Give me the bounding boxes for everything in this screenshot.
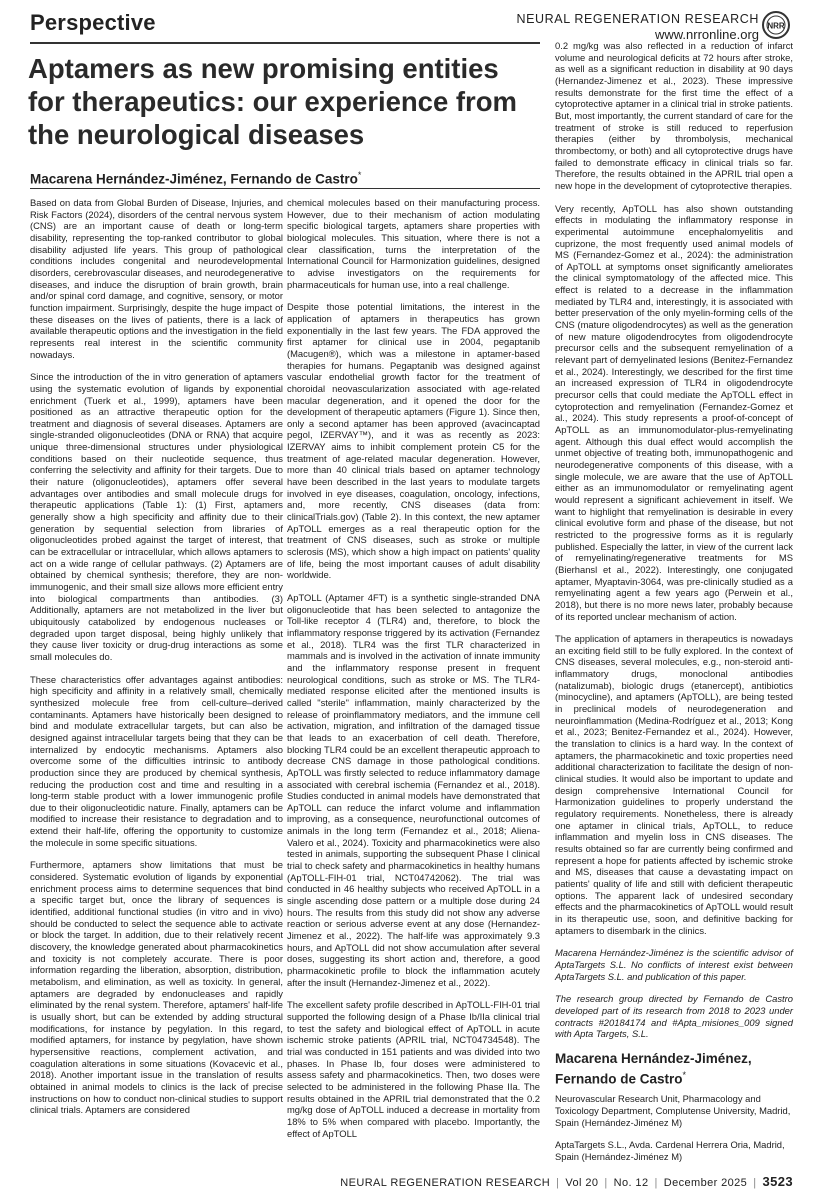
journal-name: NEURAL REGENERATION RESEARCH — [516, 12, 759, 26]
journal-url[interactable]: www.nrronline.org — [654, 27, 759, 42]
footer-separator: | — [654, 1177, 658, 1189]
col1-paragraph: These characteristics offer advantages against antibodies: high specificity and affinity in a relatively small, chemically synthesized molecule free from cell-culture–derived contaminants. Aptamers have historically been designed to bind and modulate extracellular targets, but can also be designed against intracellular targets being that they can be internalized by endocytic mechanisms. Aptamers also overcome some of the difficulties intrinsic to antibody production since they are produced by chemical synthesis, reducing the production cost and time and resulting in a long-term stable product with a lower immunogenic profile due to their oligonucleotidic nature. Finally, aptamers can be modified to increase their resistance to degradation and to extend their half-life, offering the opportunity to customize the molecule in some specific situations. — [30, 673, 283, 848]
affiliation-author-names: Macarena Hernández-Jiménez, Fernando de Castro — [555, 1050, 752, 1087]
affiliation-authors — [555, 1051, 793, 1088]
footer-separator: | — [604, 1177, 608, 1189]
col1-paragraph: Since the introduction of the in vitro generation of aptamers using the systematic evolution of ligands by exponential enrichment (Tuerk et al., 1999), aptamers have been positioned as an attractive therapeutic option for the treatment and diagnosis of several diseases. Aptamers are single-stranded oligonucleotides (DNA or RNA) that acquire unique three-dimensional structures under physiological conditions based on their nucleotide sequence, thus conferring the selectivity and affinity for their targets. Due to their nature (oligonucleotides), aptamers offer several advantages over antibodies and small molecule drugs for therapeutic applications (Table 1): (1) First, aptamers generally show a high specificity and affinity due to their generation by sequential selection from libraries of oligonucleotides probed against the target of interest, that can be extracellular or intracellular, which allows aptamers to act on a wide range of cellular pathways. (2) Aptamers are obtained by chemical synthesis; therefore, they are non-immunogenic, and their small size allows more efficient entry into biological compartments than antibodies. (3) Additionally, aptamers are not metabolized in the liver but ubiquitously catabolized by endogenous nucleases or degraded upon target disposal, being highly unlikely that they cause liver toxicity or drug-drug interactions as some small molecules do. — [30, 371, 283, 662]
col2-paragraph: The excellent safety profile described in ApTOLL-FIH-01 trial supported the following design of a Phase Ib/IIa clinical trial to test the safety and biological effect of ApTOLL in acute ischemic stroke patients (APRIL trial, NCT04734548). The trial was conducted in 151 patients and was divided into two phases. In Phase Ib, four doses were administered to assess safety and pharmacokinetics. Then, two doses were selected to be administered in the following Phase IIa. The results obtained in the APRIL trial demonstrated that the 0.2 mg/kg dose of ApTOLL induced a decrease in mortality from 18% to 5% when compared with placebo. Importantly, the effect of ApTOLL — [287, 999, 540, 1139]
logo-text: NRR — [767, 21, 785, 31]
author-rule — [30, 188, 540, 189]
column-1 — [30, 197, 283, 1127]
col3-paragraph: Very recently, ApTOLL has also shown outstanding effects in modulating the inflammatory response in experimental autoimmune encephalomyelitis and cuprizone, the most frequently used animal models of MS (Fernandez-Gomez et al., 2024): the administration of ApTOLL at symptoms onset significantly ameliorates the clinical symptomatology of the affected mice. This effect is related to a decrease in the inflammation mediated by TLR4 and, interestingly, it is associated with better preservation of the only myelin-forming cells of the CNS (mature oligodendrocytes) as well as the generation of new mature oligodendrocytes from oligodendrocyte precursor cells and the subsequent remyelination of a relevant part of demyelinated lesions (Benitez-Fernandez et al., 2024). Interestingly, we described for the first time an increased expression of TLR4 in oligodendrocyte precursor cells that could mediate the ApTOLL effect in cytoprotection and remyelination (Fernandez-Gomez et al., 2024). This study represents a proof-of-concept of ApTOLL as an immunomodulator-plus-remyelinating agent. Although this dual effect would accomplish the unmet objective of treating both, immunopathogenic and neurodegenerative components of this disease, with a single molecule, we are aware that the use of ApTOLL either as an immunomodulator or remyelinating agent would represent a significant achievement in itself. We want to highlight that remyelination is desirable in every clinical evolutive form and phase of the disease, but not restricted to the progressive forms as it is regularly published. Especially the latter, in view of the current lack of remyelinating/regenerative treatments for MS (Bierhansl et al., 2022). Interestingly, one conjugated aptamer, Myaptavin-3064, was pre-clinically studied as a remyelinating agent a few years ago (Perwein et al., 2018), but there is no more news later, probably because of its reported unclear mechanism of action. — [555, 202, 793, 622]
conflict-note: Macarena Hernández-Jiménez is the scientific advisor of AptaTargets S.L. No conflicts of interest exist between AptaTargets S.L. and publication of this paper. — [555, 947, 793, 982]
header-rule — [30, 42, 540, 44]
page-number: 3523 — [762, 1174, 793, 1189]
footer-issue: No. 12 — [613, 1177, 649, 1189]
col1-paragraph: Based on data from Global Burden of Disease, Injuries, and Risk Factors (2024), disorders of the central nervous system (CNS) are an important cause of death or long-term disability, representing the top-ranked contributor to global disability adjusted life years. This group of pathological conditions includes congenital and neurodevelopmental disorders, cerebrovascular diseases, and neurodegenerative diseases, and induce the disruption of brain growth, brain and/or spinal cord damage, and cognitive, sensory, or motor function impairment. Surprisingly, despite the huge impact of these diseases on the lives of patients, there is a lack of available therapeutic options and the investigation in the field represents real interest in the scientific community nowadays. — [30, 197, 283, 360]
column-3 — [555, 40, 793, 1174]
footer-separator: | — [753, 1177, 757, 1189]
col1-paragraph: Furthermore, aptamers show limitations that must be considered. Systematic evolution of ligands by exponential enrichment process aims to determine sequences that bind a specific target but, once the library of sequences is identified, additional functional studies (in vitro and in vivo) should be conducted to select the sequence able to activate or block the target. In addition, due to their relatively recent discovery, the knowledge generated about pharmacokinetics and toxicity is not completely accurate. There is poor information regarding the liberation, absorption, distribution, metabolism, and elimination, as well as toxicity. In general, aptamers are degraded by endonucleases and rapidly eliminated by the renal system. Therefore, aptamers' half-life is usually short, but can be extended by adding structural modifications, for instance by pegylation. In this regard, modified aptamers, for instance by pegylation, have shown hypersensitive reactions, complement activation, and coagulation alterations in some situations (Kovacevic et al., 2018). Another important issue in the translation of results obtained in animal models to clinics is the lack of precise instructions on how to conduct non-clinical studies to support clinical trials. Aptamers are considered — [30, 859, 283, 1116]
col2-paragraph: ApTOLL (Aptamer 4FT) is a synthetic single-stranded DNA oligonucleotide that has been selected to antagonize the Toll-like receptor 4 (TLR4) and, therefore, to block the inflammatory response triggered by its activation (Fernandez et al., 2018). TLR4 was the first TLR characterized in mammals and is involved in the activation of innate immunity and the inflammatory response present in frequent neurological conditions, such as stroke or MS. The TLR4-mediated response elicited after the mentioned insults is called "sterile" inflammation, mainly characterized by the release of proinflammatory mediators, and the immune cell activation, migration, and infiltration of the damaged tissue that leads to an exacerbation of cell death. Therefore, blocking TLR4 could be an excellent therapeutic approach to decrease CNS damage in those pathological conditions. ApTOLL was firstly selected to reduce inflammatory damage associated with cerebral ischemia (Fernandez et al., 2018). Studies conducted in animal models have demonstrated that ApTOLL can reduce the infarct volume and inflammation improving, as a consequence, neurofunctional outcomes of animals in the long term (Fernandez et al., 2018; Aliena-Valero et al., 2024). Toxicity and pharmacokinetics were also tested in animals, supporting the subsequent Phase I clinical trial to check safety and pharmacokinetics in healthy humans (ApTOLL-FIH-01 trial, NCT04742062). The trial was conducted in 46 healthy subjects who received ApTOLL in a single ascending dose pattern or a multiple dose during 24 hours. The results from this study did not show any adverse reaction or serious adverse event at any dose (Hernandez-Jimenez et al., 2022). The half-life was approximately 9.3 hours, and ApTOLL did not show accumulation after several doses, suggesting its short action and, therefore, a good pharmacokinetic profile to block the inflammation acutely after the insult (Hernandez-Jimenez et al., 2022). — [287, 592, 540, 988]
affiliation-line: Neurovascular Research Unit, Pharmacology and Toxicology Department, Complutense University, Madrid, Spain (Hernández-Jiménez M) — [555, 1093, 791, 1128]
col2-paragraph: chemical molecules based on their manufacturing process. However, due to their mechanism of action modulating specific biological targets, aptamers share properties with biological molecules. This situation, where there is not a clear classification, turns the interpretation of the International Council for Harmonization guidelines, designed to advise investigators on the requirements for pharmaceuticals for human use, into a real challenge. — [287, 197, 540, 290]
footer-separator: | — [556, 1177, 560, 1189]
author-names: Macarena Hernández-Jiménez, Fernando de Castro — [30, 171, 358, 187]
affiliation-corresponding-mark: * — [682, 1069, 687, 1080]
corresponding-mark: * — [357, 170, 362, 180]
funding-note: The research group directed by Fernando de Castro developed part of its research from 2018 to 2023 under contracts #20184174 and #Apta_misiones_009 signed with Apta Targets, S.L. — [555, 993, 793, 1040]
footer-volume: Vol 20 — [565, 1177, 599, 1189]
article-title: Aptamers as new promising entities for therapeutics: our experience from the neurological diseases — [28, 53, 518, 150]
page-footer — [0, 1174, 793, 1189]
journal-logo-icon — [761, 10, 791, 40]
section-label: Perspective — [30, 10, 156, 35]
column-2 — [287, 197, 540, 1150]
footer-journal: NEURAL REGENERATION RESEARCH — [340, 1177, 551, 1189]
affiliation-line: AptaTargets S.L., Avda. Cardenal Herrera Oria, Madrid, Spain (Hernández-Jiménez M) — [555, 1139, 785, 1162]
author-line — [30, 170, 361, 187]
col3-paragraph: 0.2 mg/kg was also reflected in a reduction of infarct volume and neurological deficits at 72 hours after stroke, as well as a significant reduction in disability at 90 days (Hernandez-Jimenez et al., 2023). These impressive results demonstrate for the first time the effect of a cytoprotective aptamer in a clinical trial in stroke patients. But, most importantly, the current standard of care for the treatment of stroke is still reduced to reperfusion therapies (either by thrombolysis, mechanical thrombectomy, or both) and all cytoprotective drugs have failed to demonstrate efficacy in clinical trials so far. Therefore, the results obtained in the APRIL trial open a new hope in the development of cytoprotective therapies. — [555, 40, 793, 191]
col3-paragraph: The application of aptamers in therapeutics is nowadays an exciting field still to be fully explored. In the context of CNS diseases, several molecules, e.g., non-steroid anti-inflammatory drugs, monoclonal antibodies (natalizumab), biologic drugs (etanercept), antibiotics (minocycline), and aptamers (ApTOLL), are being tested in preclinical models of neurodegeneration and neuroinflammation (Medina-Rodríguez et al., 2013; Kong et al., 2023; Benitez-Fernandez et al., 2024). However, the translation to clinics is a hard way. In the context of aptamers, the pharmacokinetic and toxic properties need additional characterization to facilitate the design of non-clinical studies. It would also be important to update and design comprehensive International Council for Harmonization guidelines to properly understand the regulatory requirements. Nonetheless, there is already one aptamer in clinical trials, ApTOLL, to reduce inflammation and myelin loss in CNS diseases. The results obtained so far are currently being confirmed and represent a hope for patients affected by ischemic stroke and MS, diseases that cause a devastating impact on patients' quality of life and still with deficient therapeutic options. The apparent lack of undesired secondary effects and the pharmacokinetics of ApTOLL would result in its therapeutic use, soon, and definitive backing for aptamers to disembark in the clinics. — [555, 633, 793, 936]
footer-date: December 2025 — [663, 1177, 748, 1189]
col2-paragraph: Despite those potential limitations, the interest in the application of aptamers in therapeutics has grown exponentially in the last few years. The FDA approved the first aptamer for clinical use in 2004, pegaptanib (Macugen®), which was a milestone in aptamer-based therapies for humans. Pegaptanib was designed against vascular endothelial growth factor for the treatment of choroidal neovascularization associated with age-related macular degeneration, and it opened the door for the development of therapeutic aptamers (Figure 1). Since then, only a second aptamer has been approved (avacincaptad pegol, IZERVAY™), and it was as recently as 2023: IZERVAY aims to inhibit complement protein C5 for the treatment of age-related macular degeneration. However, more than 40 clinical trials based on aptamer technology have been described in the last years to modulate targets involved in eye diseases, coagulation, oncology, infections, and, more recently, CNS diseases (data from: clinicalTrials.gov) (Table 2). In this context, the new aptamer ApTOLL emerges as a real therapeutic option for the treatment of CNS diseases, such as stroke or multiple sclerosis (MS), which show a high impact on patients' quality of life, being the most important causes of adult disability worldwide. — [287, 301, 540, 581]
